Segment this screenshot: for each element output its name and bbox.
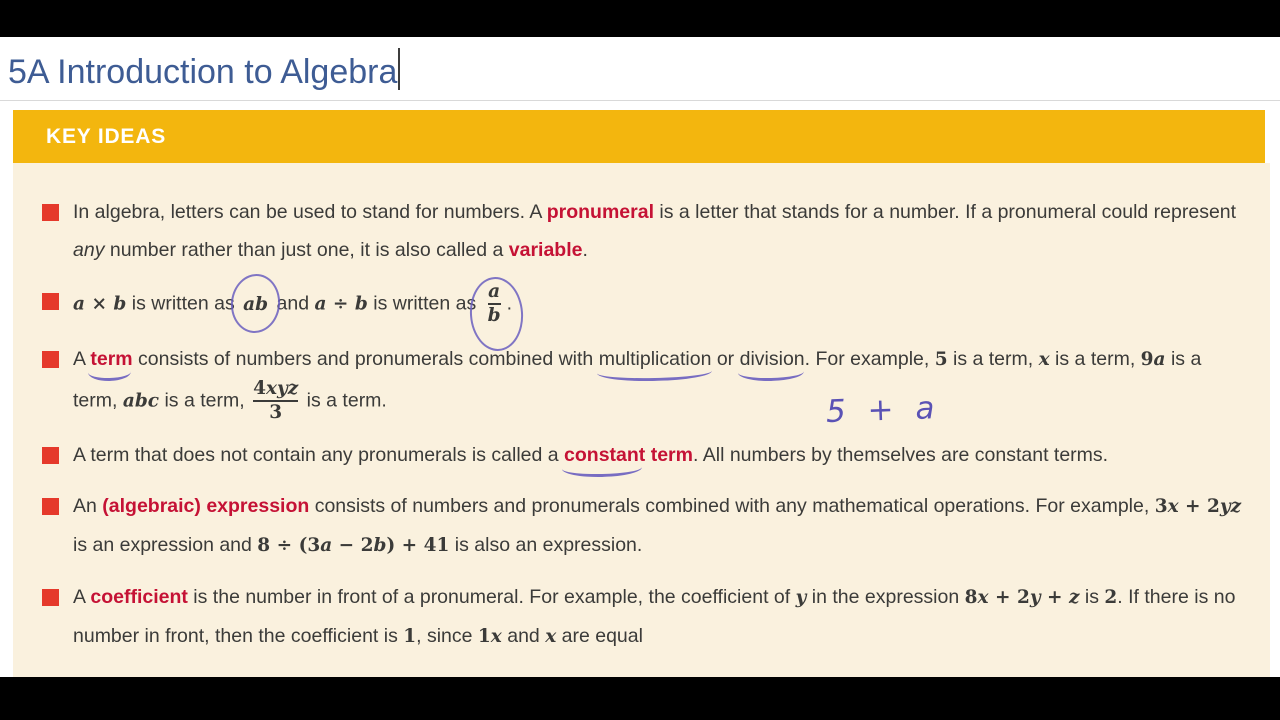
bullet-text [73, 436, 1108, 474]
bullet-text [73, 340, 1242, 424]
math-expression: 5 [934, 348, 948, 370]
bullet-text [73, 193, 1242, 269]
bullet-item [42, 193, 1242, 269]
body-text: in the expression [806, 586, 965, 609]
hand-underline-annotation [564, 436, 693, 474]
body-text: is also an expression. [449, 534, 643, 557]
hand-underline-annotation [599, 340, 712, 378]
math-expression: 2 [1104, 587, 1118, 609]
bullet-square-icon [42, 204, 59, 221]
keyword: constant term [564, 444, 693, 467]
letterbox-bottom-bar [0, 677, 1280, 720]
math-expression: x [1038, 348, 1050, 370]
body-text: division [739, 347, 805, 370]
hand-underline-annotation [90, 340, 132, 378]
math-expression: x [545, 626, 557, 648]
body-text: is [1079, 586, 1105, 609]
body-text: or [711, 347, 740, 370]
key-ideas-banner-label: KEY IDEAS [46, 124, 167, 148]
bullet-item [42, 436, 1242, 474]
body-text: is written as [126, 292, 241, 315]
math-expression: 8x + 2y + z [964, 587, 1080, 609]
bullet-item [42, 340, 1242, 424]
hand-underline-annotation [740, 340, 805, 378]
text-cursor [398, 48, 400, 90]
body-text: is a term, [1049, 347, 1141, 370]
math-expression: a ÷ b [314, 293, 368, 315]
math-expression: b [487, 305, 501, 327]
page-title-input[interactable]: 5A Introduction to Algebra [8, 53, 398, 91]
hand-circle-annotation [482, 282, 507, 327]
body-text: is a letter that stands for a number. If a pronumeral could represent [654, 201, 1237, 223]
bullet-item [42, 578, 1242, 656]
body-text: is a term, [73, 347, 1202, 412]
body-text: is written as [367, 292, 482, 315]
handwritten-note-annotation: 5 + a [825, 390, 941, 430]
body-text: . All numbers by themselves are constant terms. [692, 444, 1109, 467]
body-text: A term that does not contain any pronumerals is called a [73, 444, 565, 467]
math-expression: 1 [403, 626, 417, 648]
title-row [8, 48, 400, 92]
body-text: is a term, [947, 347, 1039, 370]
bullet-square-icon [42, 447, 59, 464]
body-text: and [271, 292, 315, 315]
math-expression: 3 [269, 402, 283, 424]
body-text: . For example, [804, 347, 935, 370]
bullet-text [73, 282, 512, 327]
body-text: is a term, [159, 389, 251, 412]
math-expression: 4xyz [253, 377, 299, 399]
bullet-item [42, 282, 1242, 327]
fraction [485, 282, 504, 327]
body-text: . [582, 239, 588, 261]
body-text: is the number in front of a pronumeral. For example, the coefficient of [187, 586, 796, 609]
math-expression: a [488, 281, 501, 302]
math-expression: a × b [73, 293, 127, 315]
body-text: . [506, 292, 512, 315]
body-text: is an expression and [73, 534, 258, 557]
letterbox-top-bar [0, 0, 1280, 37]
title-divider [0, 100, 1280, 101]
body-text: , since [416, 625, 478, 648]
body-text: multiplication [598, 347, 712, 370]
bullet-text [73, 487, 1242, 565]
math-expression: y [795, 587, 807, 609]
bullet-square-icon [42, 589, 59, 606]
bullet-list [42, 193, 1242, 656]
keyword: term [90, 347, 133, 370]
bullet-square-icon [42, 351, 59, 368]
body-text: A [73, 586, 91, 609]
body-text: consists of numbers and pronumerals combined with any mathematical operations. For example, [309, 495, 1155, 518]
body-text: number rather than just one, it is also called a [104, 239, 509, 261]
body-text: and [501, 625, 546, 648]
keyword: pronumeral [546, 201, 654, 223]
body-text: An [73, 495, 103, 518]
fraction [250, 379, 301, 424]
key-ideas-content [13, 163, 1270, 720]
body-text: . If there is no number in front, then the coefficient is [73, 586, 1236, 648]
body-text: are equal [556, 625, 643, 648]
key-ideas-banner [13, 110, 1265, 163]
math-expression: 9a [1140, 348, 1166, 370]
math-expression: abc [122, 390, 160, 412]
hand-circle-annotation [240, 285, 271, 324]
bullet-item [42, 487, 1242, 565]
body-text: consists of numbers and pronumerals combined with [132, 347, 599, 370]
math-expression: 1x [477, 626, 502, 648]
bullet-text [73, 578, 1242, 656]
bullet-square-icon [42, 498, 59, 515]
math-expression: 3x + 2yz [1154, 496, 1242, 518]
math-expression: 8 ÷ (3a − 2b) + 41 [257, 535, 450, 557]
keyword: (algebraic) expression [102, 495, 310, 518]
keyword: variable [508, 239, 583, 261]
math-expression: ab [243, 293, 269, 315]
body-text: is a term. [301, 389, 387, 412]
body-text: any [73, 239, 105, 261]
keyword: coefficient [90, 586, 188, 609]
body-text: In algebra, letters can be used to stand for numbers. A [73, 201, 547, 223]
bullet-square-icon [42, 293, 59, 310]
body-text: A [73, 347, 91, 370]
